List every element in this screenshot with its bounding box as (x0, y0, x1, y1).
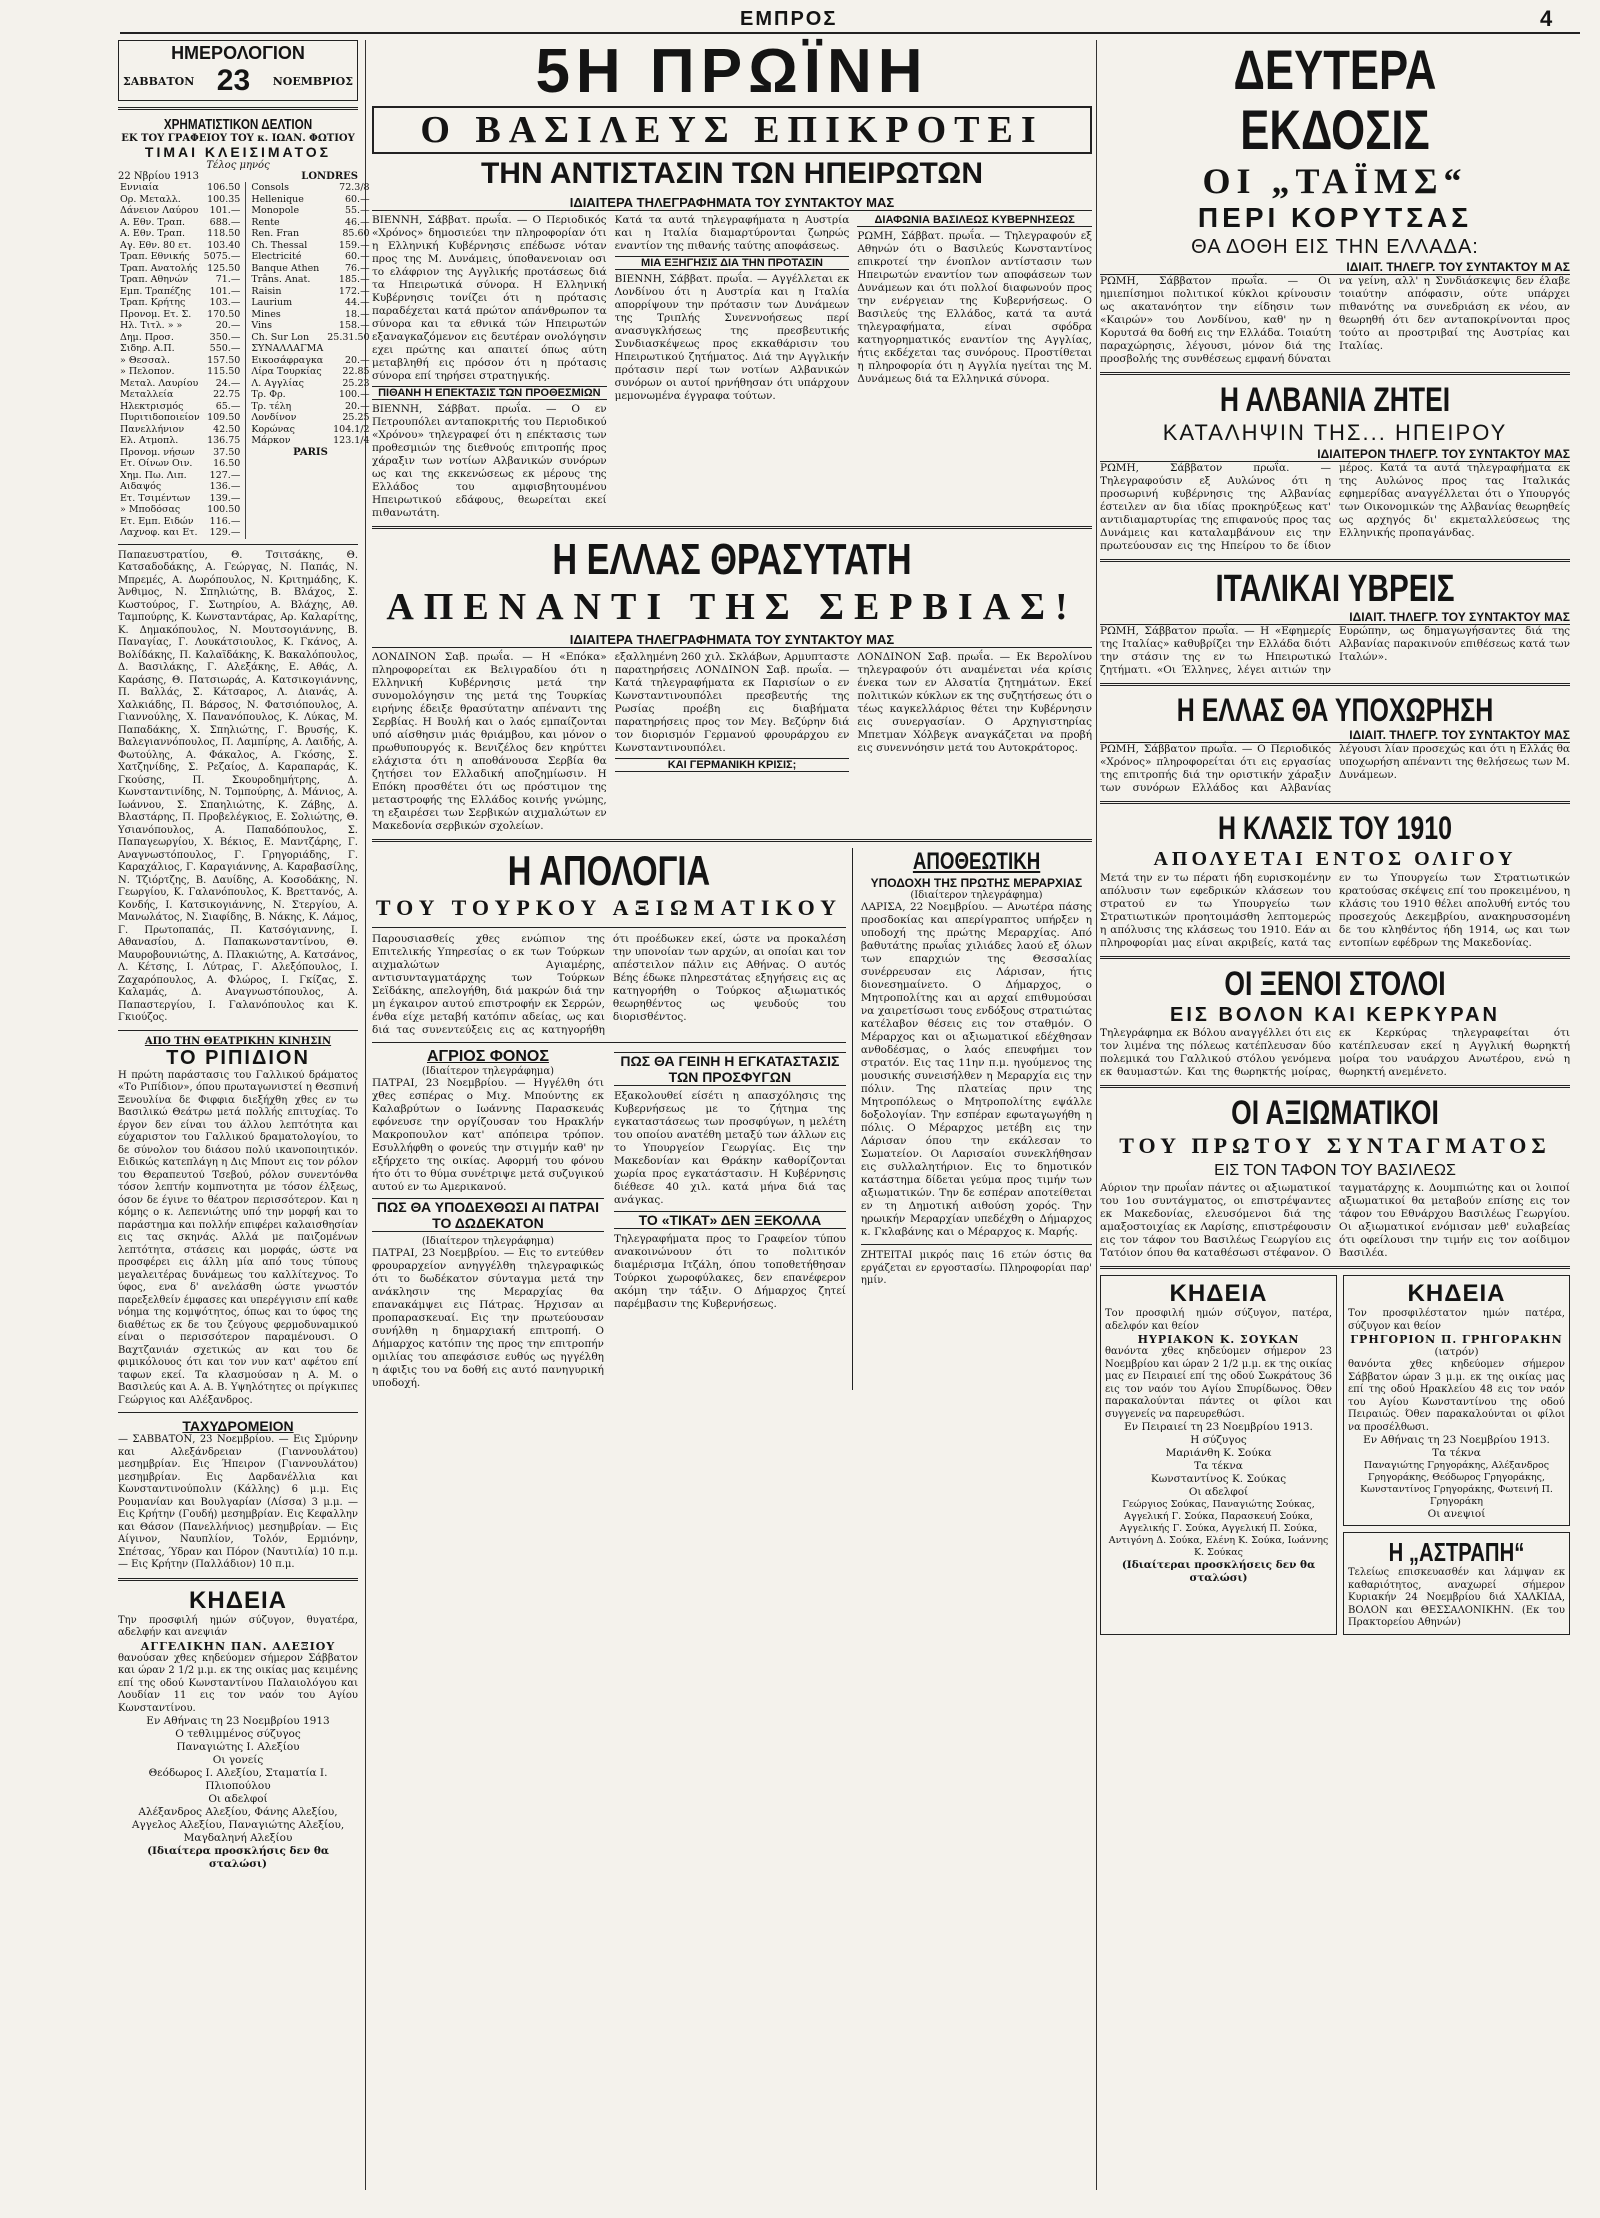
stock-name: Consols (251, 182, 289, 193)
stock-value: 100.50 (207, 504, 241, 515)
stock-name: » Μποδόσας (120, 504, 181, 515)
stock-row (118, 435, 242, 447)
stock-row (249, 343, 371, 355)
stock-value: 123.1/4 (333, 435, 370, 446)
kedia-title: ΚΗΔΕΙΑ (189, 1586, 287, 1614)
stock-row (118, 355, 242, 367)
kedia-children: Τα τέκνα (1194, 1460, 1243, 1472)
article-text: Κατά τα αυτά τηλεγραφήματα η Αυστρία και η Ιταλία διαμαρτύρονται ζωηρώς εναντίον της πιθανής ταύτης αποφάσεως. (614, 214, 850, 252)
stock-row (118, 286, 242, 298)
stock-name: Τρ. Φρ. (251, 389, 286, 400)
stock-name: Mines (251, 308, 281, 320)
headline-class-1910: Η ΚΛΑΣΙΣ ΤΟΥ 1910 (1217, 810, 1453, 846)
stock-row (118, 309, 242, 321)
headline-foreign-fleets: ΟΙ ΞΕΝΟΙ ΣΤΟΛΟΙ (1224, 965, 1446, 1003)
stock-london: LONDRES (301, 171, 358, 182)
article-text: Αύριον την πρωΐαν πάντες οι αξιωματικοί του 1ου συντάγματος, οι επιστρέψαντες εκ Μακεδονίας, ελευσόμενοι διά της αμαξοστοιχίας εκ Λαρίσης, επιστρέφουσιν εις τον τάφον του Βασιλέως Γεωργίου εις Τατόιον όπου θα καταθέσωσι στέφανον. Ο ταγματάρχης κ. Δουμπιώτης και οι λοιποί αξιωματικοί θα μεταβούν επίσης εις τον τάφον του Εθνάρχου Βασιλέως Γεωργίου. Οι αξιωματικοί ενόμισαν μεθ' ευλαβείας ότι οφείλουσι την τιμήν εις τον αοίδιμον Βασιλέα. (1100, 1182, 1570, 1259)
names-list: Παπαευστρατίου, Θ. Τσιτσάκης, Θ. Κατσαδοδάκης, Α. Γεώργας, Ν. Παπάς, Ν. Μπρεμές, Α. Δωρόπουλος, Ν. Κριτημάδης, Κ. Άνθιμος, Ν. Σπηλιώτης, Β. Βλάχος, Σ. Κωστούρος, Γ. Σωτηρίου, Α. Βλάχης, Αθ. Ταμπούρης, Κ. Κωνσταντάρας, Αρ. Καλαρίτης, Κ. Δημακόπουλος, Ν. Μουτσογιάννης, Β. Παναγίας, Γ. Λουκάτσιουλος, Κ. Γκάνος, Α. Βολίδάκης, Π. Καλαϊδάκης, Κ. Βακαλόπουλος, Δ. Βασιλάκης, Γ. Αλεξάκης, Ε. Αθάς, Λ. Καράσης, Θ. Πατσιωράς, Α. Κατσικογιάννης, Π. Βαλλάς, Σ. Κάτσαρος, Λ. Διανάς, Α. Χαλκιάδης, Π. Βάρσος, Ν. Φατσιόπουλος, Α. Γιαννούλης, Χ. Πανανόπουλος, Κ. Λύκας, Μ. Παπαδάκης, Χ. Σπηλιώτης, Γ. Βρυσής, Κ. Βαλεγιαννόπουλος, Π. Λαμπίρης, Α. Λαιδής, Α. Φωτούλης, Α. Φάκαλος, Α. Γκόσης, Σ. Χατζηνίδης, Σ. Ρεζαίος, Δ. Καραπαράς, Κ. Γκούσης, Π. Σκουροδημήτρης, Δ. Κωνσταντινίδης, Ν. Τομπούρης, Δ. Μάνιος, Α. Ιωάννου, Σ. Σπαηλιώτης, Κ. Ζάβης, Δ. Βλαστάρης, Π. Προβελέγκιος, Ε. Σολιώτης, Θ. Υσιανόπουλος, Α. Παπαδόπουλος, Σ. Παπαγεωργίου, Χ. Βέκιος, Ε. Μαντζάρης, Γ. Αναγνωστόπουλος, Γ. Γρηγοριάδης, Γ. Καραχάλιος, Γ. Καραγιάννης, Α. Καραβασίλης, Ν. Τζιόρτζης, Β. Δαυίδης, Α. Κοσοδάκης, Ν. Γεωργίου, Κ. Γαλανόπουλος, Κ. Βρεττανός, Α. Κονδής, Ι. Κατσικογιάννης, Ν. Στεργίου, Α. Μανωλάτος, Ν. Σιαφίδης, Β. Νάκης, Κ. Λάμος, Γ. Πρωτοπαπάς, Π. Κατσόγιαννης, Ι. Αθανασίου, Δ. Παπακωνσταντίνου, Θ. Μαυροβουνιώτης, Δ. Πλακιώτης, Α. Κατσάνος, Λ. Κέτσης, Ι. Λύτρας, Γ. Αλεξόπουλος, Ι. Ζαχαρόπουλος, Α. Φλώρος, Ι. Γκίζας, Σ. Καλαμάς, Δ. Αναγνωστόπουλος, Α. Παπαστεργίου, Ι. Γαλανόπουλος και Κ. Γκιούζος. (118, 549, 358, 1023)
funeral-notice (1343, 1275, 1570, 1526)
headline-king: Ο ΒΑΣΙΛΕΥΣ ΕΠΙΚΡΟΤΕΙ (420, 109, 1044, 151)
stock-row (249, 251, 371, 263)
kedia-text2: θανόντα χθες κηδεύομεν σήμερον Σάββατον ώραν 3 μ.μ. εκ της οικίας μας επί της οδού Ηρακλείου 48 εις τον ναόν του Αγίου Κωνσταντίνου της οδού Πειραιώς. Όθεν παρακαλούνται οι φίλοι να προσέλθωσι. (1348, 1359, 1565, 1433)
stock-name: Σιδηρ. Α.Π. (120, 343, 175, 354)
theatre-text: Η πρώτη παράστασις του Γαλλικού δράματος «Το Ριπίδιον», όπου πρωταγωνιστεί η Θεσπινή Ξενουλίνα δε Φιφφια διεξήχθη χθες εν τω Βασιλικώ Θεάτρω μετά πολλής επιτυχίας. Το έργον δεν είναι του άλλου λεπτότητα και εύχαριστον του Γαλλικού δραματολογίου, το δε σύνολον του διάσου πολύ ικανοποιητικόν. Ειδικώς κατεπλάγη η Δις Μπουτ εις τον ρόλον του Θεραπευτού Τσεβού, ρόλον συνεντόνθα τόσον λεπτήν κομπνοτητα με τόσον έλξεως, όσον δε έγινε το θέατρον περισσότερον. Και η κόμης ο κ. Λεπενιώτης υπό την μορφή και το παράστημα και πολλήν επιφέρει καλαισθησίαν εις τας σκηνάς. Αλλά με παιζομένων λεπτότητα, στάσεις και μορφάς, ώστε να προσφέρει εις άλλη μία από τους τύπους μεγαλειτέρας δυνάμεως του καλλίτεχνος. Το ύφος, ενα δ' ανελάσθη ώστε γνωστόν παρεξελθείν έμφασες και υπερέγγισιν επί καθε νόημα της κομψότητος, όπως και το ύφος της διαθέτως εκ δε του ζεύγους φερμοδυναμικού είναι ο περισσότερον παραμένουσι. Ο Βαχτζανιάν σχετικώς αν και του δε φιμικόλουος ότι και τον νυν κατ' αφέτου επί ταφων εκεί. Τα κλασμούσαν η Α. Μ. ο Βασιλεύς και Α. Α. Β. Υψηλότητες οι πρίγκιπες Γεώργιος και Αλέξανδρος. (118, 1069, 358, 1406)
stock-name: Δημ. Προσ. (120, 331, 174, 343)
stock-value: 20.— (344, 354, 370, 366)
stock-row (249, 435, 371, 447)
stock-name: Πυριτιδοποιείον (120, 412, 200, 423)
kedia-place: Εν Αθήναις τη 23 Νοεμβρίου 1913 (146, 1715, 330, 1727)
headline-second-edition: ΔΕΥΤΕΡΑ ΕΚΔΟΣΙΣ (1233, 38, 1437, 161)
stock-row (249, 263, 371, 275)
stock-name: Εννιαία (120, 182, 159, 193)
stock-name: Ετ. Τσιμέντων (120, 492, 191, 504)
stock-name: Ελ. Ατμοπλ. (120, 435, 179, 446)
article-text: ΡΩΜΗ, Σάββατον πρωΐα. — Ο Περιοδικός «Χρόνος» πληροφορείται ότι εις εργασίας της επιτροπής διά την οριστικήν χάραξιν των συνόρων Ελλάδος και Αλβανίας λέγουσι λίαν προσεχώς και ότι η Ελλάς θα υποχωρήση απέναντι της θελήσεως των Μ. Δυνάμεων. (1100, 743, 1570, 794)
calendar-date: 23 (216, 64, 251, 97)
kedia-place: Εν Πειραιεί τη 23 Νοεμβρίου 1913. (1124, 1421, 1313, 1433)
stock-row (118, 516, 242, 528)
stock-row (118, 332, 242, 344)
stock-row (118, 320, 242, 332)
stock-value: 16.50 (213, 458, 241, 469)
stock-row (249, 389, 371, 401)
stock-value: 159.— (338, 239, 370, 251)
stock-row (249, 320, 371, 332)
headline-apology: Η ΑΠΟΛΟΓΙΑ (507, 847, 711, 894)
stock-row (118, 527, 242, 539)
column-center (372, 37, 1093, 2190)
column-rule (1096, 40, 1097, 2190)
headline-reception: ΑΠΟΘΕΩΤΙΚΗ (912, 848, 1041, 875)
mail-text: — ΣΑΒΒΑΤΟΝ, 23 Νοεμβρίου. — Εις Σμύρνην και Αλεξάνδρειαν (Γιαννουλάτου) μεσημβρίαν. Εις Ήπειρον (Γιαννουλάτου) μεσημβρίαν. Εις Δαρδανέλλια και Κωνσταντινούπολιν (Κάλλης) 6 μ.μ. Εις Ρουμανίαν και Βουλγαρίαν (Λίσσα) 3 μ.μ. — Εις Κρήτην (Γουδή) μεσημβρίαν. Εις Κεφαλλην και Θάσον (Πανελλήνιος) μεσημβρίαν. — Εις Αίγινον, Ναυπλίον, Τολόν, Ερμιόνην, Σπέτσας, Ύδραν και Πόρον (Ναυτιλία) 10 π.μ. — Εις Κρήτην (Παλλάδιον) 10 π.μ. (118, 1434, 358, 1570)
telegram-label: ΙΔΙΑΙΤ. ΤΗΛΕΓΡ. ΤΟΥ ΣΥΝΤΑΚΤΟΥ ΜΑΣ (1100, 728, 1570, 743)
stock-row (118, 343, 242, 355)
kedia-siblings-names: Γεώργιος Σούκας, Παναγιώτης Σούκας, Αγγελική Γ. Σούκα, Παρασκευή Σούκα, Αγγελικής Γ. Σούκα, Αγγελική Π. Σούκα, Αντιγόνη Δ. Σούκα, Ελένη Κ. Σούκα, Ιωάννης Κ. Σούκας (1108, 1499, 1329, 1558)
stock-value: 115.50 (207, 366, 241, 377)
stock-row (118, 240, 242, 252)
headline-given: ΘΑ ΔΟΘΗ ΕΙΣ ΤΗΝ ΕΛΛΑΔΑ: (1191, 236, 1479, 258)
stock-name: Α. Εθν. Τραπ. (120, 228, 185, 239)
stock-title: ΧΡΗΜΑΤΙΣΤΙΚΟΝ ΔΕΛΤΙΟΝ (163, 116, 313, 133)
kedia-nephews: Οι ανεψιοί (1427, 1508, 1486, 1520)
stock-value: 65.— (215, 400, 241, 412)
headline-resistance: ΤΗΝ ΑΝΤΙΣΤΑΣΙΝ ΤΩΝ ΗΠΕΙΡΩΤΩΝ (480, 157, 984, 190)
article-text: ΡΩΜΗ, Σάββατ. πρωΐα. — Τηλεγραφούν εξ Αθηνών ότι ο Βασιλεύς Κωνσταντίνος επικροτεί την ένοπλον αντίστασιν των Ηπειρωτών εναντίον των αποφάσεων των Δυνάμεων και ότι πολλοί διαφωνούν προς την ενέργειαν της Κυβερνήσεως. Ο Βασιλεύς της Ελλάδος, κατά τα αυτά τηλεγραφήματα, είναι σφόδρα κατηγορηματικός εναντίον της Αγγλίας, ήτις εκδέχεται τας συνόρους. Προστίθεται η πληροφορία ότι η Αγγλία ηγείται της Μ. Δυνάμεως διά τα Ελληνικά σύνορα. (857, 230, 1093, 385)
stock-value: 104.1/2 (333, 423, 370, 435)
stock-row (118, 205, 242, 217)
headline-times: ΟΙ „ΤΑΪΜΣ“ (1202, 161, 1468, 201)
stock-value: 136.— (209, 481, 241, 492)
headline-regiment: ΤΟΥ ΠΡΩΤΟΥ ΣΥΝΤΑΓΜΑΤΟΣ (1119, 1133, 1551, 1158)
kedia-name: ΑΓΓΕΛΙΚΗΝ ΠΑΝ. ΑΛΕΞΙΟΥ (140, 1639, 336, 1653)
stock-value: 136.75 (207, 435, 241, 446)
stock-value: 109.50 (207, 412, 241, 423)
stock-name: Α. Εθν. Τραπ. (120, 216, 185, 228)
kedia-name: ΗΥΡΙΑΚΟΝ Κ. ΣΟΥΚΑΝ (1137, 1333, 1300, 1346)
stock-name: Ren. Fran (251, 228, 300, 239)
article-text: Μετά την εν τω πέρατι ήδη ευρισκομένην απόλυσιν των εφεδρικών κλάσεων του στρατού εν τω Υπουργείω των Στρατιωτικών προητοιμάσθη λεπτομερώς η απόλυσις της κλάσεως του 1910. Εάν αι πληροφορίαι μας είναι ακριβείς, κατά τας εν τω Υπουργείω των Στρατιωτικών κρατούσας σκέψεις επί του προκειμένου, η κλάσις του 1910 θέλει απολυθή εντός του προσεχούς Δεκεμβρίου, ανακηρυσσομένη δε του κληθέντος ήδη 1914, ως και των εντοπίων εφέδρων της Μακεδονίας. (1100, 872, 1570, 949)
article-subhead: ΠΩΣ ΘΑ ΓΕΙΝΗ Η ΕΓΚΑΤΑΣΤΑΣΙΣ ΤΩΝ ΠΡΟΣΦΥΓΩΝ (614, 1052, 846, 1086)
theatre-title: ΤΟ ΡΙΠΙΔΙΟΝ (166, 1046, 310, 1069)
kedia-wife-name: Μαριάνθη Κ. Σούκα (1165, 1447, 1272, 1459)
stock-value: 60.— (344, 193, 370, 205)
stock-name: Ετ. Οίνων Οιν. (120, 458, 193, 469)
stock-name: Rente (251, 216, 280, 228)
stock-name: Raisin (251, 285, 282, 297)
stock-value: 85.60 (342, 228, 370, 239)
telegram-note: (Ιδιαίτερον τηλεγράφημα) (421, 1066, 555, 1077)
stock-value: 22.85 (342, 366, 370, 377)
stock-value: 101.— (209, 285, 241, 297)
stock-row (249, 240, 371, 252)
edition-headline: 5Η ΠΡΩΪΝΗ (535, 37, 929, 106)
article-text: ΒΙΕΝΝΗ, Σάββατ. πρωΐα. — Αγγέλλεται εκ Λονδίνου ότι η Αυστρία και η Ιταλία απορρίψουν την πρότασιν των Δυνάμεων της Τριπλής Συνεννοήσεως περί ανασυγκλήσεως της πρεσβευτικής Συνδιασκέψεως προς εκκαθάρισιν του Ηπειρωτικού ζητήματος. Διά την Αγγλικήν πρότασιν περί των νοτίων Αλβανικών συνόρων οι αυτοί ηρνήθησαν ότι υπάρχουν μεμονωμένα έγγραφα τούτων. (614, 273, 850, 402)
stock-name: Δάνειον Λαύρου (120, 205, 199, 216)
stock-name: Αγ. Εθν. 80 ετ. (120, 239, 192, 251)
article-text: Παρουσιασθείς χθες ενώπιον της Επιτελικής Υπηρεσίας ο εκ των Τούρκων αιχμαλώτων Αγιαμέρης, αντισυνταγματάρχης των Τούρκων Σεϊδάκης, απελογήθη, διά μακρών διά την μη έγκαιρον αυτού επιστροφήν εκ Σερρών, ένθα είχε μεταβή κατόπιν αδείας, ως και διά τας συνεντεύξεις εις ας κατηγορήθη ότι προέδωκεν εκεί, ώστε να προκαλέση την υπονοίαν των αρχών, αι οποίαι και τον απέστειλον πάλιν εις Αθήνας. Ο αυτός Βέης έδωκε πληρεστάτας εξηγήσεις εις ας κατηγορήθη ο Τούρκος αξιωματικός θεωρηθέντος ως ψευδούς του διορισθέντος. (372, 933, 846, 1036)
ship-text: Τελείως επισκευασθέν και λάμψαν εκ καθαριότητος, αναχωρεί σήμερον Κυριακήν 24 Νοεμβρίου διά ΧΑΛΚΙΔΑ, ΒΟΛΟΝ και ΘΕΣΣΑΛΟΝΙΚΗΝ. (Εκ του Πρακτορείου Αθηνών) (1348, 1567, 1565, 1628)
telegram-label: ΙΔΙΑΙΤΕΡΟΝ ΤΗΛΕΓΡ. ΤΟΥ ΣΥΝΤΑΚΤΟΥ ΜΑΣ (1100, 447, 1570, 462)
stock-table (118, 182, 370, 539)
headline-officers: ΟΙ ΑΞΙΩΜΑΤΙΚΟΙ (1231, 1094, 1439, 1132)
telegram-label: ΙΔΙΑΙΤ. ΤΗΛΕΓΡ. ΤΟΥ ΣΥΝΤΑΚΤΟΥ ΜΑΣ (1100, 610, 1570, 625)
kedia-siblings: Οι αδελφοί (208, 1793, 268, 1805)
kedia-note: (Ιδιαίτεραι προσκλήσεις δεν θα σταλώσι) (1121, 1559, 1316, 1584)
stock-value: 25.23 (342, 377, 370, 389)
stock-row (118, 217, 242, 229)
stock-date: 22 Νβρίου 1913 (118, 171, 199, 182)
kedia-title: ΚΗΔΕΙΑ (1169, 1280, 1268, 1307)
stock-row (249, 182, 371, 194)
stock-value: 157.50 (207, 354, 241, 366)
kedia-text2: θανόντα χθες κηδεύομεν σήμερον 23 Νοεμβρίου και ώραν 2 1/2 μ.μ. εκ της οικίας μας εν Πειραιεί επί της οδού Σωκράτους 36 εις τον ναόν του Αγίου Σπυρίδωνος. Όθεν παρακαλούνται πάντες οι φίλοι και συγγενείς να παρευρεθώσι. (1105, 1346, 1332, 1420)
stock-value: 72.3/8 (339, 182, 370, 193)
stock-name: Κορώνας (251, 423, 295, 435)
stock-row (249, 194, 371, 206)
stock-row (118, 378, 242, 390)
stock-value: 688.— (209, 216, 241, 228)
stock-value: 55.— (344, 205, 370, 216)
article-subhead: ΑΓΡΙΟΣ ΦΟΝΟΣ (426, 1048, 549, 1065)
kedia-wife: Η σύζυγος (1190, 1434, 1247, 1446)
headline-greece-yield: Η ΕΛΛΑΣ ΘΑ ΥΠΟΧΩΡΗΣΗ (1176, 692, 1494, 728)
stock-name: Ορ. Μεταλλ. (120, 193, 181, 205)
stock-value: 71.— (215, 274, 241, 285)
stock-value: 5075.— (203, 251, 241, 262)
stock-name: Τραπ. Αθηνών (120, 274, 189, 285)
stock-sub: Τέλος μηνός (206, 160, 270, 171)
stock-value: 24.— (215, 377, 241, 389)
stock-name: Monopole (251, 205, 300, 216)
mail-title: ΤΑΧΥΔΡΟΜΕΙΟΝ (182, 1418, 294, 1434)
stock-name: Hellenique (251, 193, 304, 205)
stock-value: 20.— (215, 320, 241, 331)
kedia-text: Τον προσφιλέστατον ημών πατέρα, σύζυγον και θείον (1348, 1308, 1565, 1332)
article-text: εξαλλημένη 260 χιλ. Σκλάβων, Αρμυπταστε παρατηρήσεις ΛΟΝΔΙΝΟΝ Σαβ. πρωΐα. — Κατά τηλεγραφήματα εκ Παρισίων ο εν Κωνσταντινουπόλει πρεσβευτής της Ρωσίας προέβη εις διαβήματα παρατηρήσεις προς τον Μεγ. Βεζύρην διά τον διορισμόν Γερμανού φρουράρχου εν Κωνσταντινουπόλει. (614, 651, 850, 754)
stock-name: Ηλεκτρισμός (120, 400, 184, 412)
ship-title: Η „ΑΣΤΡΑΠΗ“ (1388, 1537, 1525, 1567)
stock-name: Τραπ. Κρήτης (120, 297, 186, 308)
stock-value: 25.25 (342, 412, 370, 423)
stock-name: Electricité (251, 251, 302, 262)
stock-value: 125.50 (207, 262, 241, 274)
headline-serbia: ΑΠΕΝΑΝΤΙ ΤΗΣ ΣΕΡΒΙΑΣ! (386, 586, 1078, 628)
stock-name: Εμπ. Τραπέζης (120, 285, 192, 297)
stock-value: 350.— (209, 331, 241, 343)
stock-row (118, 228, 242, 240)
article-text: ΒΙΕΝΝΗ, Σάββατ. πρωΐα. — Ο εν Πετρουπόλει ανταποκριτής του Περιοδικού «Χρόνου» τηλεγραφεί ότι η επέκτασις των προθεσμιών της διεθνούς επιτροπής προς χάραξιν των νοτίων Αλβανικών συνόρων ως και της εκκενώσεως εκ μέρους της Ελλάδος του αμφισβητουμένου Ηπειρωτικού εδάφους, θεωρείται εκεί πιθανωτάτη. (372, 403, 607, 519)
stock-value: 129.— (209, 527, 241, 538)
stock-row (118, 194, 242, 206)
stock-value: 46.— (344, 216, 370, 228)
kedia-note: (Ιδιαίτερα προσκλήσις δεν θα σταλώσι) (147, 1845, 329, 1870)
headline-tomb: ΕΙΣ ΤΟΝ ΤΑΦΟΝ ΤΟΥ ΒΑΣΙΛΕΩΣ (1214, 1162, 1456, 1179)
article-text: Τηλεγράφημα εκ Βόλου αναγγέλλει ότι εις τον λιμένα της πόλεως κατέπλευσαν δύο πολεμικά του Γαλλικού στόλου γενόμενα εκ θαυμαστών. Και της θωρηκτής μοίρας, εκ Κερκύρας τηλεγραφείται ότι κατέπλευσαν εκεί η Αγγλική θωρηκτή μοίρα του ναυάρχου Ανωτέρου, ενώ η θωρηκτή ανεμένετο. (1100, 1027, 1570, 1078)
article-text: Εξακολουθεί είσέτι η απασχόλησις της Κυβερνήσεως με το ζήτημα της εγκαταστάσεως των προσφύγων, η μελέτη του οποίου ανατέθη μεταξύ των άλλων εις το Υπουργείον Γεωργίας. Εις την Μακεδονίαν και Θράκην καθορίζονται χωρία προς εγκατάστασιν. Η Κυβέρνησις διέθεσε 40 χιλ. κατά μήνα διά τας ανάγκας. (613, 1090, 846, 1206)
stock-name: ΣΥΝΑΛΛΑΓΜΑ (251, 343, 324, 354)
stock-heading: ΤΙΜΑΙ ΚΛΕΙΣΙΜΑΤΟΣ (144, 144, 332, 160)
column-right (1100, 40, 1570, 2190)
kedia-text2: θανούσαν χθες κηδεύομεν σήμερον Σάββατον και ώραν 2 1/2 μ.μ. εκ της οικίας μας κειμένης επί της οδού Κωνσταντίνου Παλαιολόγου και Λουδίαν 11 εις τον ναόν του Αγίου Κωνσταντίνου. (118, 1652, 358, 1714)
kedia-husband: Ο τεθλιμμένος σύζυγος (175, 1728, 301, 1740)
stock-row (118, 366, 242, 378)
kedia-text: Τον προσφιλή ημών σύζυγον, πατέρα, αδελφόν και θείον (1105, 1308, 1332, 1332)
stock-row (249, 424, 371, 436)
stock-name: Ετ. Εμπ. Ειδών (120, 515, 194, 527)
telegram-note: (Ιδιαίτερον τηλεγράφημα) (421, 1236, 555, 1247)
article-subhead: ΥΠΟΔΟΧΗ ΤΗΣ ΠΡΩΤΗΣ ΜΕΡΑΡΧΙΑΣ (870, 876, 1083, 890)
stock-row (118, 424, 242, 436)
kedia-siblings: Οι αδελφοί (1188, 1486, 1249, 1498)
stock-row (249, 205, 371, 217)
headline-occupation: ΚΑΤΑΛΗΨΙΝ ΤΗΣ... ΗΠΕΙΡΟΥ (1162, 420, 1508, 445)
stock-row (249, 309, 371, 321)
stock-row (249, 228, 371, 240)
stock-name: Ch. Thessal (251, 239, 308, 251)
kedia-siblings-names: Αλέξανδρος Αλεξίου, Φάνης Αλεξίου, Αγγελος Αλεξίου, Παναγιώτης Αλεξίου, Μαγδαληνή Αλεξίου (131, 1806, 345, 1844)
stock-row (249, 332, 371, 344)
headline-albania: Η ΑΛΒΑΝΙΑ ΖΗΤΕΙ (1219, 381, 1451, 419)
funeral-notice (1100, 1275, 1337, 1635)
stock-name: Πανελλήνιον (120, 423, 185, 435)
headline-italian: ΙΤΑΛΙΚΑΙ ΥΒΡΕΙΣ (1215, 568, 1455, 610)
kedia-husband-name: Παναγιώτης Ι. Αλεξίου (176, 1741, 300, 1753)
stock-name: Μεταλ. Λαυρίου (120, 377, 199, 389)
stock-name: » Πελοπον. (120, 366, 175, 377)
telegram-label: ΙΔΙΑΙΤ. ΤΗΛΕΓΡ. ΤΟΥ ΣΥΝΤΑΚΤΟΥ Μ ΑΣ (1100, 260, 1570, 275)
headline-officer: ΤΟΥ ΤΟΥΡΚΟΥ ΑΞΙΩΜΑΤΙΚΟΥ (375, 895, 842, 920)
article-text: ΠΑΤΡΑΙ, 23 Νοεμβρίου. — Ηγγέλθη ότι χθες εσπέρας ο Μιχ. Μπούντης εκ Καλαβρύτων ο Ιωάννης Παρασκευάς εφόνευσε την οργίζουσαν του Ηρακλήν Μακροπουλον κατ' απόπειρα τρόπον. Εσυλλήφθη ο φονεύς την στιγμήν καθ' ην εξήρχετο της οικίας. Αφορμή του φόνου ήτο ότι το θύμα συνέτριψε μετά συζυγικού αυτού εν τω Αμερικανού. (372, 1077, 604, 1193)
stock-row (249, 274, 371, 286)
stock-row (118, 263, 242, 275)
article-text: ΛΟΝΔΙΝΟΝ Σαβ. πρωΐα. — Η «Επόκα» πληροφορείται εκ Βελιγραδίου ότι η Ελληνική Κυβέρνησις μετά την συνομολόγησιν της μετά της Τουρκίας ειρήνης έδειξε θρασύτατην απέναντι της Σερβίας. Η Βουλή και ο λαός εμπαίζονται υπό αίσθησιν μιάς θριάμβου, και μόνον ο πρωθυπουργός κ. Βενιζέλος δεν κηρύττει ελάχιστα ότι η αποθάνουσα Σερβία θα ζητήσει τον Ελλαδική αποζημίωσιν. Η Επόκη προσθέτει ότι ως πρόστιμον της μεταστροφής της Ελλάδος κοινής γνώμης, τη εξαιρέσει των Σερβικών αιχμαλώτων εν Μακεδονία σερβικών σχολείων. (372, 651, 607, 832)
stock-row (118, 447, 242, 459)
stock-value: 22.75 (213, 389, 241, 400)
stock-name: Λαχνοφ. και Ετ. (120, 527, 198, 538)
stock-row (118, 470, 242, 482)
top-rule (120, 32, 1580, 34)
stock-row (118, 481, 242, 493)
calendar-day: ΣΑΒΒΑΤΟΝ (123, 74, 195, 88)
stock-name: Τρ. τέλη (251, 400, 292, 412)
kedia-place: Εν Αθήναις τη 23 Νοεμβρίου 1913. (1363, 1434, 1550, 1446)
stock-value: 103.40 (207, 239, 241, 251)
kedia-role: (ιατρόν) (1434, 1346, 1479, 1358)
article-text: ΡΩΜΗ, Σάββατον πρωΐα. — Τηλεγραφούσιν εξ Αυλώνος ότι η προσωρινή κυβέρνησις της Αλβανίας έστειλεν αν δια ιδίας προκηρύξεως κατ' αντιδιαμαρτυρίας της επιφανούς προς τας Δυνάμεις και καταλαμβάνουν εις την πρωτεύουσαν εις της Ηπείρου το δε ίδιον μέρος. Κατά τα αυτά τηλεγραφήματα εκ της Αυλώνος προς τας Ιταλικάς εφημερίδας αναγγέλλεται ότι ο Υπουργός των Οικονομικών της Αλβανίας θεωρηθείς ως αρχηγός δι' εκμεταλλεύσεως της Ελληνικής προπαγάνδας. (1100, 462, 1570, 552)
headline-volos: ΕΙΣ ΒΟΛΟΝ ΚΑΙ ΚΕΡΚΥΡΑΝ (1170, 1004, 1500, 1026)
stock-name: Τραπ. Εθνικής (120, 251, 190, 262)
stock-value: 106.50 (207, 182, 241, 193)
article-text: ΛΟΝΔΙΝΟΝ Σαβ. πρωΐα. — Εκ Βερολίνου τηλεγραφούν ότι αναμένεται νέα κρίσις ένεκα των εν Αλσατία ζητημάτων. Εκεί πολιτικών κύκλων εκ της συζητήσεως ότι ο τέως καγκελλάριος θέτει την Κυβέρνησιν εις συνεργασίαν. Ο Αρχηγιστηρίας Μπετμαν Χόλβεγκ αναγκάζεται να προβή εις συνεννόησιν μετά του Αυτοκράτορος. (857, 651, 1093, 754)
stock-name: Αιδαψός (120, 481, 162, 492)
stock-row (118, 251, 242, 263)
kedia-text: Την προσφιλή ημών σύζυγον, θυγατέρα, αδελφήν και ανεψιάν (118, 1614, 358, 1638)
stock-row (249, 355, 371, 367)
stock-value: 170.50 (207, 308, 241, 320)
stock-name: Προνομ. νήσων (120, 446, 195, 458)
stock-value: 103.— (209, 297, 241, 308)
stock-row (249, 401, 371, 413)
stock-value: 116.— (209, 515, 241, 527)
stock-name: Εικοσάφραγκα (251, 354, 324, 366)
stock-name: Λ. Αγγλίας (251, 377, 304, 389)
stock-value: 158.— (338, 320, 370, 331)
stock-name: Λονδίνον (251, 412, 297, 423)
stock-value: 100.35 (207, 193, 241, 205)
stock-value: 42.50 (213, 423, 241, 435)
article-text: ΒΙΕΝΝΗ, Σάββατ. πρωΐα. — Ο Περιοδικός «Χρόνος» δημοσιεύει την πληροφορίαν ότι η Ελληνική Κυβέρνησις επέδωσε νόταν προς της Μ. Δυνάμεις, ύποθανενοιαν οσι το ελάφριον της Αγγλικής προτάσεως διά τα Ηπειρωτικά σύνορα. Η Ελληνική Κυβέρνησις τονίζει ότι η πρότασις παραδέχεται κατά πρώτον απάνθρωπον τα σύνορα και τα εθνικά τών Ηπειρωτών εξαναγκαζόμενον εις δευτέραν ονολόγησιν εχει πρώτης και απαιτεί όπως αύτη μεταβληθή εις πρόσον ότι η πρότασις σύνορα επί τηρήσει στρατηγικής. (372, 214, 607, 382)
kedia-parents: Οι γονείς (212, 1754, 264, 1766)
article-serbia (372, 651, 1092, 833)
stock-value: 172.— (338, 285, 370, 297)
stock-value: 550.— (209, 343, 241, 354)
stock-value: 101.— (209, 205, 241, 216)
calendar-month: ΝΟΕΜΒΡΙΟΣ (272, 74, 353, 88)
stock-name: Ch. Sur Lon (251, 331, 310, 343)
stock-row (118, 412, 242, 424)
headline-discharged: ΑΠΟΛΥΕΤΑΙ ΕΝΤΟΣ ΟΛΙΓΟΥ (1153, 848, 1517, 870)
classified-ad: ΖΗΤΕΙΤΑΙ μικρός παις 16 ετών όστις θα εργάζεται εν εργοστασίω. Πληροφορίαι παρ' ημίν. (860, 1250, 1092, 1286)
article-subhead: ΠΙΘΑΝΗ Η ΕΠΕΚΤΑΣΙΣ ΤΩΝ ΠΡΟΘΕΣΜΙΩΝ (372, 386, 607, 400)
headline-greece: Η ΕΛΛΑΣ ΘΡΑΣΥΤΑΤΗ (552, 535, 912, 584)
article-king (372, 214, 1092, 520)
stock-row (118, 458, 242, 470)
stock-value (325, 343, 371, 355)
stock-value: 44.— (344, 297, 370, 308)
page-number: 4 (1540, 6, 1553, 31)
ship-notice (1343, 1532, 1570, 1635)
stock-name: Laurium (251, 297, 293, 308)
stock-value: 100.— (338, 389, 370, 400)
stock-name: Λίρα Τουρκίας (251, 366, 322, 377)
stock-name: Vins (251, 320, 273, 331)
stock-row (249, 366, 371, 378)
article-subhead: ΚΑΙ ΓΕΡΜΑΝΙΚΗ ΚΡΙΣΙΣ; (615, 758, 850, 772)
article-text: ΠΑΤΡΑΙ, 23 Νοεμβρίου. — Εις το εντεύθεν φρουραρχείον ανηγγέλθη τηλεγραφικώς ότι το δωδέκατον σύνταγμα μετά την ανάκλησιν της Μεραρχίας θα επανακάμψει εις Πάτρας. Ήρχισαν αι προπαρασκευαί. Εις την πρωτεύουσαν συνήλθη η δημαρχιακή επιτροπή. Ο Δήμαρχος κατόπιν της προς την επιτροπήν ομιλίας του απεφάσισε ευθύς ως ηγγέλθη η άφιξις του να δοθή εις αυτό πανηγυρική υποδοχή. (372, 1247, 604, 1389)
stock-name: Trâns. Anat. (251, 274, 311, 285)
stock-name: Banque Athen (251, 262, 320, 274)
article-subhead: ΠΩΣ ΘΑ ΥΠΟΔΕΧΘΩΣΙ ΑΙ ΠΑΤΡΑΙ ΤΟ ΔΩΔΕΚΑΤΟΝ (372, 1198, 604, 1232)
article-subhead: ΜΙΑ ΕΞΗΓΗΣΙΣ ΔΙΑ ΤΗΝ ΠΡΟΤΑΣΙΝ (615, 256, 850, 270)
stock-value: 20.— (344, 400, 370, 412)
theatre-label: ΑΠΟ ΤΗΝ ΘΕΑΤΡΙΚΗΝ ΚΙΝΗΣΙΝ (144, 1035, 332, 1047)
stock-row (249, 217, 371, 229)
kedia-title: ΚΗΔΕΙΑ (1407, 1280, 1506, 1307)
stock-name: Χημ. Πω. Λιπ. (120, 469, 187, 481)
stock-paris: PARIS (293, 446, 328, 458)
article-text: ΡΩΜΗ, Σάββατον πρωΐα. — Οι ημιεπίσημοι πολιτικοί κύκλοι κρίνουσιν ως ακατανόητον την είδησιν των «Καιρών» του Λονδίνου, καθ' ην η Κορυτσά θα δοθή εις την Ελλάδα. Τοιαύτη παραχώρησις, λέγουσι, μόνον διά της προσβολής της συνθέσεως εμφανή δύναται να γείνη, αλλ' η Συνδιάσκεψις δεν έλαβε τοιαύτην απόφασιν, ούτε υπάρχει πιθανότης να συνεδριάση εκ νέου, αν θεωρηθή ότι δεν ανταποκρίνονται προς τούτο αι προστριβαί της Αυστρίας και Ιταλίας. (1100, 275, 1570, 365)
stock-row (249, 378, 371, 390)
stock-row (249, 297, 371, 309)
stock-name: Τραπ. Ανατολής (120, 262, 198, 274)
stock-row (249, 286, 371, 298)
stock-name: Προνομ. Ετ. Σ. (120, 308, 192, 320)
stock-value: 25.31.50 (327, 331, 370, 343)
stock-row (118, 182, 242, 194)
stock-office: ΕΚ ΤΟΥ ΓΡΑΦΕΙΟΥ ΤΟΥ κ. ΙΩΑΝ. ΦΩΤΙΟΥ (121, 133, 355, 144)
kedia-children-names: Παναγιώτης Γρηγοράκης, Αλέξανδρος Γρηγοράκης, Θεόδωρος Γρηγοράκης, Κωνσταντίνος Γρηγοράκης, Φωτεινή Π. Γρηγοράκη (1360, 1460, 1553, 1507)
stock-name: Μάρκον (251, 435, 291, 446)
headline-koritsa: ΠΕΡΙ ΚΟΡΥΤΣΑΣ (1197, 202, 1473, 233)
stock-row (118, 297, 242, 309)
article-text: ΛΑΡΙΣΑ, 22 Νοεμβρίου. — Ανωτέρα πάσης προσδοκίας και απερίγραπτος υπήρξεν η υποδοχή της πρώτης Μεραρχίας. Από βαθυτάτης πρωΐας χιλιάδες λαού εξ όλων των επαρχιών της Θεσσαλίας συνέρρευσαν εις Λάρισαν, ήτις διονεσημαίνετο. Ο Δήμαρχος, ο Μητροπολίτης και αι αρχαί επιθυμούσαι να χαιρετίσωσι τους ενδόξους στρατιώτας κατέλαβον θέσεις εις τον σταθμόν. Ο Μέραρχος και οι αξιωματικοί εδέχθησαν ανθοδέσμας, ο λαός επευφήμει τον στρατόν. Εις τας 11ην π.μ. ηγούμενος της μουσικής συνεισήλθεν η Μεραρχία εις την πόλιν. Της πλατείας πριν της Μητροπόλεως ο Μητροπολίτης εψάλλε δοξολογίαν. Την εσπέραν εφωταγωγήθη η πόλις. Ο Μέραρχος μετέβη εις την Λάρισαν όπου την εκάλεσαν το Σωματείον. Οι Λαρισαίοι συνεκλήθησαν εις συλλαλητήριον. Εις το δημοτικόν κατάστημα δίδεται γεύμα προς τιμήν των αξιωματικών. Την δε εσπέραν αποτείθεται εν τη Δημοτική αιθούση χορός. Την ηρωικήν Μεραρχίαν υπεδέχθη ο Δήμαρχος κ. Γκλαβάνης και ο Μέραρχος κ. Μαρής. (860, 901, 1092, 1238)
newspaper-name: ΕΜΠΡΟΣ (740, 8, 838, 30)
column-left (118, 40, 370, 2190)
stock-value: 18.— (344, 308, 370, 320)
stock-row (249, 412, 371, 424)
kedia-children-names: Κωνσταντίνος Κ. Σούκας (1150, 1473, 1287, 1485)
article-text: ΡΩΜΗ, Σάββατον πρωΐα. — Η «Εφημερίς της Ιταλίας» καθυβρίζει την Ελλάδα διότι την στάσιν της εν τω Ηπειρωτικώ ζητήματι. «Οι Έλληνες, λέγει αιτιών την Ευρώπην, ως δημαγωγήσαντες διά της Αλβανίας παρακινούν επιθέσεως κατά των Ιταλών». (1100, 625, 1570, 676)
stock-name: » Θεσσαλ. (120, 354, 170, 366)
article-subhead: ΔΙΑΦΩΝΙΑ ΒΑΣΙΛΕΩΣ ΚΥΒΕΡΝΗΣΕΩΣ (857, 214, 1092, 227)
stock-row (118, 401, 242, 413)
kedia-name: ΓΡΗΓΟΡΙΟΝ Π. ΓΡΗΓΟΡΑΚΗΝ (1350, 1333, 1563, 1346)
telegram-label: ΙΔΙΑΙΤΕΡΑ ΤΗΛΕΓΡΑΦΗΜΑΤΑ ΤΟΥ ΣΥΝΤΑΚΤΟΥ ΜΑΣ (372, 195, 1092, 211)
stock-name: Ηλ. Τιτλ. » » (120, 320, 183, 331)
kedia-parents-names: Θεόδωρος Ι. Αλεξίου, Σταματία Ι. Πλιοπούλου (148, 1767, 328, 1792)
stock-value: 37.50 (213, 446, 241, 458)
article-text: Τηλεγραφήματα προς το Γραφείον τύπου ανακοινώνουν ότι το πολιτικόν διαμέρισμα Ιτζάλη, όπου τοποθετήθησαν Τούρκοι χωροφύλακες, δεν επανέφερον ακόμη την τάξιν. Ο Δήμαρχος ζητεί παρέμβασιν της Κυβερνήσεως. (613, 1233, 846, 1310)
telegram-note: (Ιδιαίτερον τηλεγράφημα) (910, 890, 1043, 901)
calendar-title: ΗΜΕΡΟΛΟΓΙΟΝ (171, 43, 305, 63)
stock-value: 185.— (338, 274, 370, 285)
stock-value: 118.50 (207, 228, 241, 239)
article-subhead: ΤΟ «ΤΙΚΑΤ» ΔΕΝ ΞΕΚΟΛΛΑ (614, 1211, 846, 1229)
stock-value: 60.— (344, 251, 370, 262)
telegram-label: ΙΔΙΑΙΤΕΡΑ ΤΗΛΕΓΡΑΦΗΜΑΤΑ ΤΟΥ ΣΥΝΤΑΚΤΟΥ ΜΑΣ (372, 632, 1092, 648)
stock-row (118, 493, 242, 505)
stock-row (118, 389, 242, 401)
stock-row (118, 274, 242, 286)
stock-row (118, 504, 242, 516)
kedia-children: Τα τέκνα (1432, 1447, 1481, 1459)
stock-value: 76.— (344, 262, 370, 274)
stock-value: 139.— (209, 492, 241, 504)
stock-value: 127.— (209, 469, 241, 481)
stock-name: Μεταλλεία (120, 389, 174, 400)
calendar-box (118, 40, 358, 101)
